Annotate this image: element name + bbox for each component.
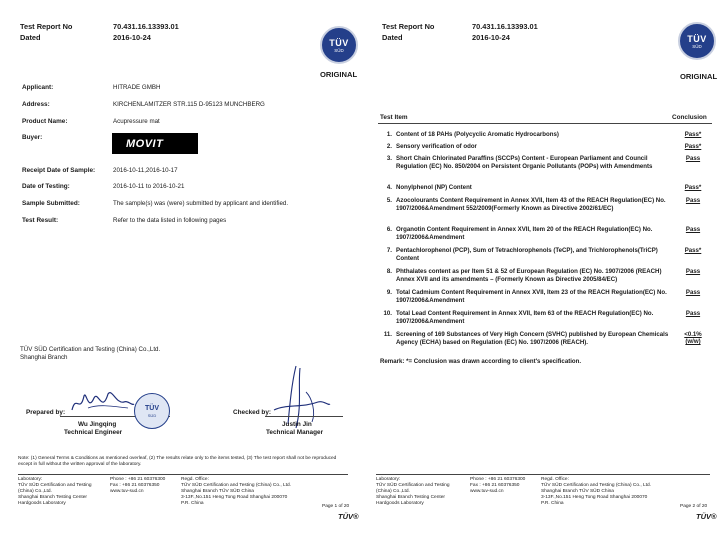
footer-office-line: Shanghai Branch TÜV SÜD China [541, 489, 614, 494]
item-text: Azocolourants Content Requirement in Annex XVII, Item 43 of the REACH Regulation(EC) No. 1907/2006&Amendment 552/2009(Formerly Known as Directive 2002/61/EC) [396, 197, 666, 212]
footer-office-line: TÜV SÜD Certification and Testing (China) Co., Ltd. [181, 483, 292, 488]
product-name-value: Acupressure mat [113, 118, 160, 125]
footer-tuv-mark: TÜV® [696, 512, 717, 521]
item-result: Pass [685, 289, 701, 296]
checked-underline [265, 416, 343, 417]
applicant-value: HITRADE GMBH [113, 84, 161, 91]
item-result: Pass* [684, 184, 702, 191]
footer-office-label: Regd. Office: [541, 477, 569, 482]
stamp-sud-text: SÜD [147, 412, 157, 418]
report-no-label: Test Report No [382, 22, 435, 31]
report-no-value: 70.431.16.13393.01 [472, 22, 538, 31]
footer-tuv-mark: TÜV® [338, 512, 359, 521]
item-result: Pass* [684, 143, 702, 150]
footer-office-line: P.R. China [181, 501, 204, 506]
page-number: Page 2 of 20 [680, 504, 708, 509]
testing-date-label: Date of Testing: [22, 183, 70, 190]
item-text: Short Chain Chlorinated Paraffins (SCCPs) Content - European Parliament and Council Regulation (EC) No. 850/2004 on Persistent Organic Pollutants (POPs) with Amendments [396, 155, 653, 170]
item-number: 11. [383, 331, 392, 338]
address-label: Address: [22, 101, 50, 108]
company-stamp [134, 393, 170, 429]
table-header-divider [378, 123, 712, 124]
original-label: ORIGINAL [320, 70, 358, 79]
item-number: 8. [386, 268, 392, 275]
item-text: Content of 18 PAHs (Polycyclic Aromatic Hydrocarbons) [396, 131, 559, 138]
item-number: 2. [386, 143, 392, 150]
buyer-label: Buyer: [22, 134, 43, 141]
item-number: 3. [386, 155, 392, 162]
footer-lab-line: TÜV SÜD Certification and Testing [376, 483, 450, 488]
tuv-logo [678, 22, 716, 60]
sud-logo-text: SÜD [334, 47, 344, 53]
item-number: 1. [386, 131, 392, 138]
item-result: Pass [685, 310, 701, 317]
item-number: 5. [386, 197, 392, 204]
footer-divider [376, 474, 710, 475]
dated-label: Dated [382, 33, 403, 42]
footer-lab-line: Shanghai Branch Testing Center [18, 495, 87, 500]
footer-office-line: TÜV SÜD Certification and Testing (China) Co., Ltd. [541, 483, 652, 488]
remark: Remark: *= Conclusion was drawn according to client's specification. [380, 358, 582, 365]
footer-office-line: 3-13F.,No.151 Heng Tong Road Shanghai 200070 [181, 495, 288, 500]
buyer-logo-text: MOVIT [126, 137, 164, 150]
original-label: ORIGINAL [680, 72, 718, 81]
item-number: 7. [386, 247, 392, 254]
item-text: Organotin Content Requirement in Annex XVII, Item 20 of the REACH Regulation(EC) No. 1907/2006&Amendment [396, 226, 653, 241]
prepared-by-label: Prepared by: [26, 409, 66, 416]
tuv-logo-text: TÜV [329, 37, 349, 48]
item-text: Total Lead Content Requirement in Annex XVII, Item 63 of the REACH Regulation(EC) No. 1907/2006&Amendment [396, 310, 654, 325]
footer-fax: Fax : +86 21 60376350 [470, 483, 520, 488]
item-result: Pass* [684, 247, 702, 254]
item-text: Sensory verification of odor [396, 143, 477, 150]
footer-lab-line: Hardgoods Laboratory [376, 501, 424, 506]
footer-lab-line: (China) Co.,Ltd. [18, 489, 52, 494]
col-conclusion: Conclusion [672, 114, 707, 121]
footer-lab-line: TÜV SÜD Certification and Testing [18, 483, 92, 488]
dated-value: 2016-10-24 [113, 33, 151, 42]
footer-divider [18, 474, 348, 475]
branch-name: TÜV SÜD Certification and Testing (China) Co.,Ltd. [20, 346, 161, 353]
report-note: Note: (1) General Terms & Conditions as mentioned overleaf, (2) The results relate only to the items tested, (3) The test report shall not be reproduced except in full without the written approval of the laboratory. [18, 456, 337, 467]
checked-name: Justin Jin [282, 421, 312, 428]
footer-office-line: P.R. China [541, 501, 564, 506]
tuv-logo [320, 26, 358, 64]
item-text: Pentachlorophenol (PCP), Sum of Tetrachlorophenols (TeCP), and Trichlorophenols(TriCP) Content [396, 247, 658, 262]
sud-logo-text: SÜD [692, 43, 702, 49]
item-text: Phthalates content as per Item 51 & 52 of European Regulation (EC) No. 1907/2006 (REACH) Annex XVII and its amendments – (Formerly Known as Directive 2005/84/EC) [396, 268, 662, 283]
item-result: Pass [685, 226, 701, 233]
item-result: Pass [685, 268, 701, 275]
product-name-label: Product Name: [22, 118, 68, 125]
footer-fax: Fax : +86 21 60376350 [110, 483, 160, 488]
dated-value: 2016-10-24 [472, 33, 510, 42]
item-text: Screening of 169 Substances of Very High Concern (SVHC) published by European Chemicals Agency (ECHA) based on Regulation (EC) No. 1907/2006 (REACH). [396, 331, 669, 346]
report-no-value: 70.431.16.13393.01 [113, 22, 179, 31]
footer-website: www.tuv-sud.cn [110, 489, 144, 494]
item-number: 6. [386, 226, 392, 233]
page-number: Page 1 of 20 [322, 504, 350, 509]
prepared-title: Technical Engineer [64, 429, 123, 436]
footer-lab-line: Hardgoods Laboratory [18, 501, 66, 506]
footer-lab-line: (China) Co.,Ltd. [376, 489, 410, 494]
footer-office-line: Shanghai Branch TÜV SÜD China [181, 489, 254, 494]
prepared-signature [68, 384, 138, 418]
item-text: Nonylphenol (NP) Content [396, 184, 472, 191]
item-result: <0.1% (w/w) [684, 331, 702, 345]
footer-lab-label: Laboratory: [376, 477, 401, 482]
buyer-logo [112, 133, 198, 154]
footer-website: www.tuv-sud.cn [470, 489, 504, 494]
item-result: Pass [685, 197, 701, 204]
sample-submitted-label: Sample Submitted: [22, 200, 80, 207]
item-result: Pass [685, 155, 701, 162]
sample-submitted-value: The sample(s) was (were) submitted by applicant and identified. [113, 200, 289, 207]
footer-lab-line: Shanghai Branch Testing Center [376, 495, 445, 500]
item-result: Pass* [684, 131, 702, 138]
item-number: 4. [386, 184, 392, 191]
receipt-date-value: 2016-10-11,2016-10-17 [113, 167, 178, 174]
branch-city: Shanghai Branch [20, 354, 68, 361]
col-test-item: Test Item [380, 114, 408, 121]
report-page-2 [360, 0, 720, 540]
dated-label: Dated [20, 33, 41, 42]
footer-phone: Phone : +86 21 60376300 [470, 477, 526, 482]
item-text: Total Cadmium Content Requirement in Annex XVII, Item 23 of the REACH Regulation(EC) No. 1907/2006&Amendment [396, 289, 667, 304]
item-number: 9. [386, 289, 392, 296]
report-no-label: Test Report No [20, 22, 73, 31]
applicant-label: Applicant: [22, 84, 54, 91]
checked-title: Technical Manager [266, 429, 324, 436]
checked-by-label: Checked by: [233, 409, 272, 416]
footer-phone: Phone : +86 21 60376300 [110, 477, 166, 482]
receipt-date-label: Receipt Date of Sample: [22, 167, 96, 174]
footer-office-label: Regd. Office: [181, 477, 209, 482]
footer-office-line: 3-13F.,No.151 Heng Tong Road Shanghai 200070 [541, 495, 648, 500]
address-value: KIRCHENLAMITZER STR.115 D-95123 MUNCHBERG [113, 101, 265, 108]
test-result-value: Refer to the data listed in following pages [113, 217, 227, 224]
item-number: 10. [383, 310, 392, 317]
testing-date-value: 2016-10-11 to 2016-10-21 [113, 183, 185, 190]
test-result-label: Test Result: [22, 217, 59, 224]
footer-lab-label: Laboratory: [18, 477, 43, 482]
prepared-name: Wu Jingqing [78, 421, 117, 428]
stamp-tuv-text: TÜV [145, 404, 159, 412]
tuv-logo-text: TÜV [687, 33, 707, 44]
